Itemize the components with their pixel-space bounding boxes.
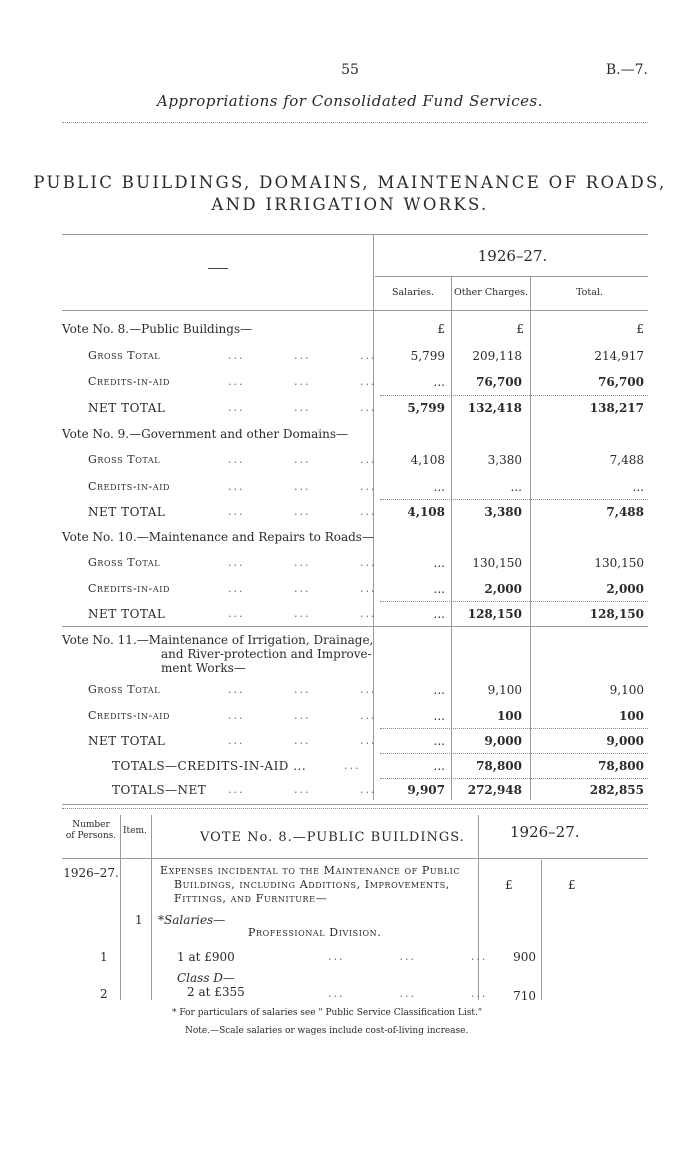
stub-dash (208, 268, 228, 269)
leader-dots: ... ... ... (328, 987, 488, 1000)
leader-dots: ... ... ... (228, 582, 377, 595)
cell-salaries: 5,799 (407, 401, 445, 415)
cell-salaries: ... (433, 683, 445, 697)
cell-total: 214,917 (594, 349, 644, 363)
row-label: Gross Total (88, 556, 161, 569)
vote-heading-line-1: Vote No. 11.—Maintenance of Irrigation, Drainage, (62, 633, 374, 647)
leader-dots: ... ... ... (228, 607, 377, 620)
cell-salaries: 4,108 (410, 453, 445, 467)
leader-dots: ... ... ... (228, 401, 377, 414)
cell-other: 3,380 (484, 505, 522, 519)
cell-other: 9,100 (487, 683, 522, 697)
sum-rule (380, 753, 648, 754)
document-reference: B.—7. (605, 62, 648, 78)
page-subtitle: Appropriations for Consolidated Fund Services. (156, 92, 543, 110)
cell-other: ... (510, 480, 522, 494)
cell-salaries: ... (433, 759, 445, 773)
cell-salaries: ... (433, 556, 445, 570)
row-label: NET TOTAL (88, 505, 166, 519)
section-title-line-1: PUBLIC BUILDINGS, DOMAINS, MAINTENANCE OF ROADS, (33, 173, 667, 192)
leader-dots: ... ... ... (328, 950, 488, 963)
cell-salaries: ... (433, 480, 445, 494)
cell-total: 7,488 (606, 505, 644, 519)
pound-sign: £ (437, 322, 445, 336)
cell-total: 100 (618, 709, 644, 723)
column-divider (541, 860, 542, 1000)
col-header-total: Total. (576, 287, 603, 298)
row-label: NET TOTAL (88, 734, 166, 748)
row-label: Credits-in-aid (88, 709, 171, 722)
column-divider (530, 276, 531, 800)
class-heading: Class D— (177, 971, 235, 985)
vote-heading: Vote No. 10.—Maintenance and Repairs to Roads— (62, 530, 374, 544)
cell-other: 76,700 (476, 375, 522, 389)
section-rule (62, 626, 648, 627)
table-bottom-rule (62, 804, 648, 805)
detail-title: VOTE No. 8.—PUBLIC BUILDINGS. (200, 830, 465, 845)
salary-description: 2 at £355 (187, 985, 245, 999)
cell-total: 9,100 (609, 683, 644, 697)
cell-other: 209,118 (472, 349, 522, 363)
salary-description: 1 at £900 (177, 950, 235, 964)
cell-salaries: ... (433, 607, 445, 621)
sum-rule (380, 601, 648, 602)
section-title (0, 172, 700, 216)
leader-dots: ... ... ... (228, 480, 377, 493)
cell-other: 3,380 (487, 453, 522, 467)
leader-dots: ... ... ... (228, 683, 377, 696)
totals-net-label: TOTALS—NET (112, 783, 207, 797)
detail-year-col: 1926–27. (63, 866, 119, 880)
row-label: Credits-in-aid (88, 582, 171, 595)
leader-dots: ... ... ... (228, 375, 377, 388)
row-label: Credits-in-aid (88, 375, 171, 388)
salary-amount: 900 (513, 950, 536, 964)
cell-other: 100 (496, 709, 522, 723)
detail-header-rule (62, 858, 648, 859)
cell-total: 7,488 (609, 453, 644, 467)
cell-other: 128,150 (467, 607, 522, 621)
row-label: Gross Total (88, 349, 161, 362)
cell-total: 9,000 (606, 734, 644, 748)
cell-other: 78,800 (476, 759, 522, 773)
sum-rule (380, 728, 648, 729)
cell-salaries: ... (433, 375, 445, 389)
column-divider (478, 815, 479, 1000)
cell-salaries: 9,907 (407, 783, 445, 797)
col-header-item: Item. (123, 826, 147, 836)
column-divider (151, 815, 152, 1000)
persons-count: 2 (100, 987, 108, 1001)
division-heading: Professional Division. (248, 926, 382, 939)
table-top-rule (62, 234, 648, 235)
leader-dots: ... ... ... (228, 453, 377, 466)
cell-total: 282,855 (589, 783, 644, 797)
cell-total: 128,150 (589, 607, 644, 621)
cell-other: 272,948 (467, 783, 522, 797)
cell-total: 138,217 (589, 401, 644, 415)
table-bottom-rule-2 (62, 808, 648, 809)
col-header-number-of-persons: Number of Persons. (65, 820, 117, 841)
sum-rule (380, 395, 648, 396)
col-header-other-charges: Other Charges. (453, 287, 529, 298)
pound-sign: £ (516, 322, 524, 336)
cell-total: 76,700 (598, 375, 644, 389)
year-underline (375, 276, 648, 277)
cell-salaries: ... (433, 734, 445, 748)
vote-heading-line-2: and River-protection and Improve- (161, 647, 372, 661)
note: Note.—Scale salaries or wages include cost-of-living increase. (185, 1026, 469, 1036)
cell-other: 132,418 (467, 401, 522, 415)
cell-other: 130,150 (472, 556, 522, 570)
cell-salaries: 4,108 (407, 505, 445, 519)
leader-dots: ... ... ... (228, 709, 377, 722)
header-divider (62, 122, 648, 123)
vote-heading: Vote No. 8.—Public Buildings— (62, 322, 253, 336)
cell-salaries: 5,799 (410, 349, 445, 363)
sum-rule (380, 499, 648, 500)
vote-heading-line-3: ment Works— (161, 661, 246, 675)
row-label: NET TOTAL (88, 607, 166, 621)
vote-heading: Vote No. 9.—Government and other Domains— (62, 427, 349, 441)
persons-count: 1 (100, 950, 108, 964)
totals-credits-label: TOTALS—CREDITS-IN-AID ... (112, 759, 307, 773)
page-number: 55 (341, 62, 359, 78)
pound-sign: £ (568, 878, 576, 892)
cell-total: 130,150 (594, 556, 644, 570)
salaries-heading: *Salaries— (158, 913, 226, 927)
leader-dots: ... ... ... (228, 734, 377, 747)
cell-salaries: ... (433, 709, 445, 723)
cell-other: 2,000 (484, 582, 522, 596)
detail-year: 1926–27. (510, 823, 580, 841)
header-bottom-rule (62, 310, 648, 311)
row-label: Gross Total (88, 453, 161, 466)
row-label: Credits-in-aid (88, 480, 171, 493)
cell-total: ... (632, 480, 644, 494)
pound-sign: £ (505, 878, 513, 892)
section-title-line-2: AND IRRIGATION WORKS. (211, 195, 489, 214)
cell-salaries: ... (433, 582, 445, 596)
row-label: NET TOTAL (88, 401, 166, 415)
cell-other: 9,000 (484, 734, 522, 748)
footnote: * For particulars of salaries see " Public Service Classification List." (172, 1008, 483, 1018)
item-number: 1 (135, 913, 143, 927)
col-header-salaries: Salaries. (392, 287, 434, 298)
cell-total: 2,000 (606, 582, 644, 596)
row-label: Gross Total (88, 683, 161, 696)
salary-amount: 710 (513, 989, 536, 1003)
leader-dots: ... (344, 759, 361, 772)
column-divider (120, 815, 121, 1000)
expenses-description: Expenses incidental to the Maintenance of Public Buildings, including Additions, Improvements, Fittings, and Furniture— (160, 864, 461, 905)
leader-dots: ... ... ... (228, 556, 377, 569)
pound-sign: £ (636, 322, 644, 336)
year-heading: 1926–27. (477, 247, 548, 265)
leader-dots: ... ... ... (228, 349, 377, 362)
cell-total: 78,800 (598, 759, 644, 773)
sum-rule (380, 778, 648, 779)
leader-dots: ... ... ... (228, 505, 377, 518)
leader-dots: ... ... ... (228, 783, 377, 796)
